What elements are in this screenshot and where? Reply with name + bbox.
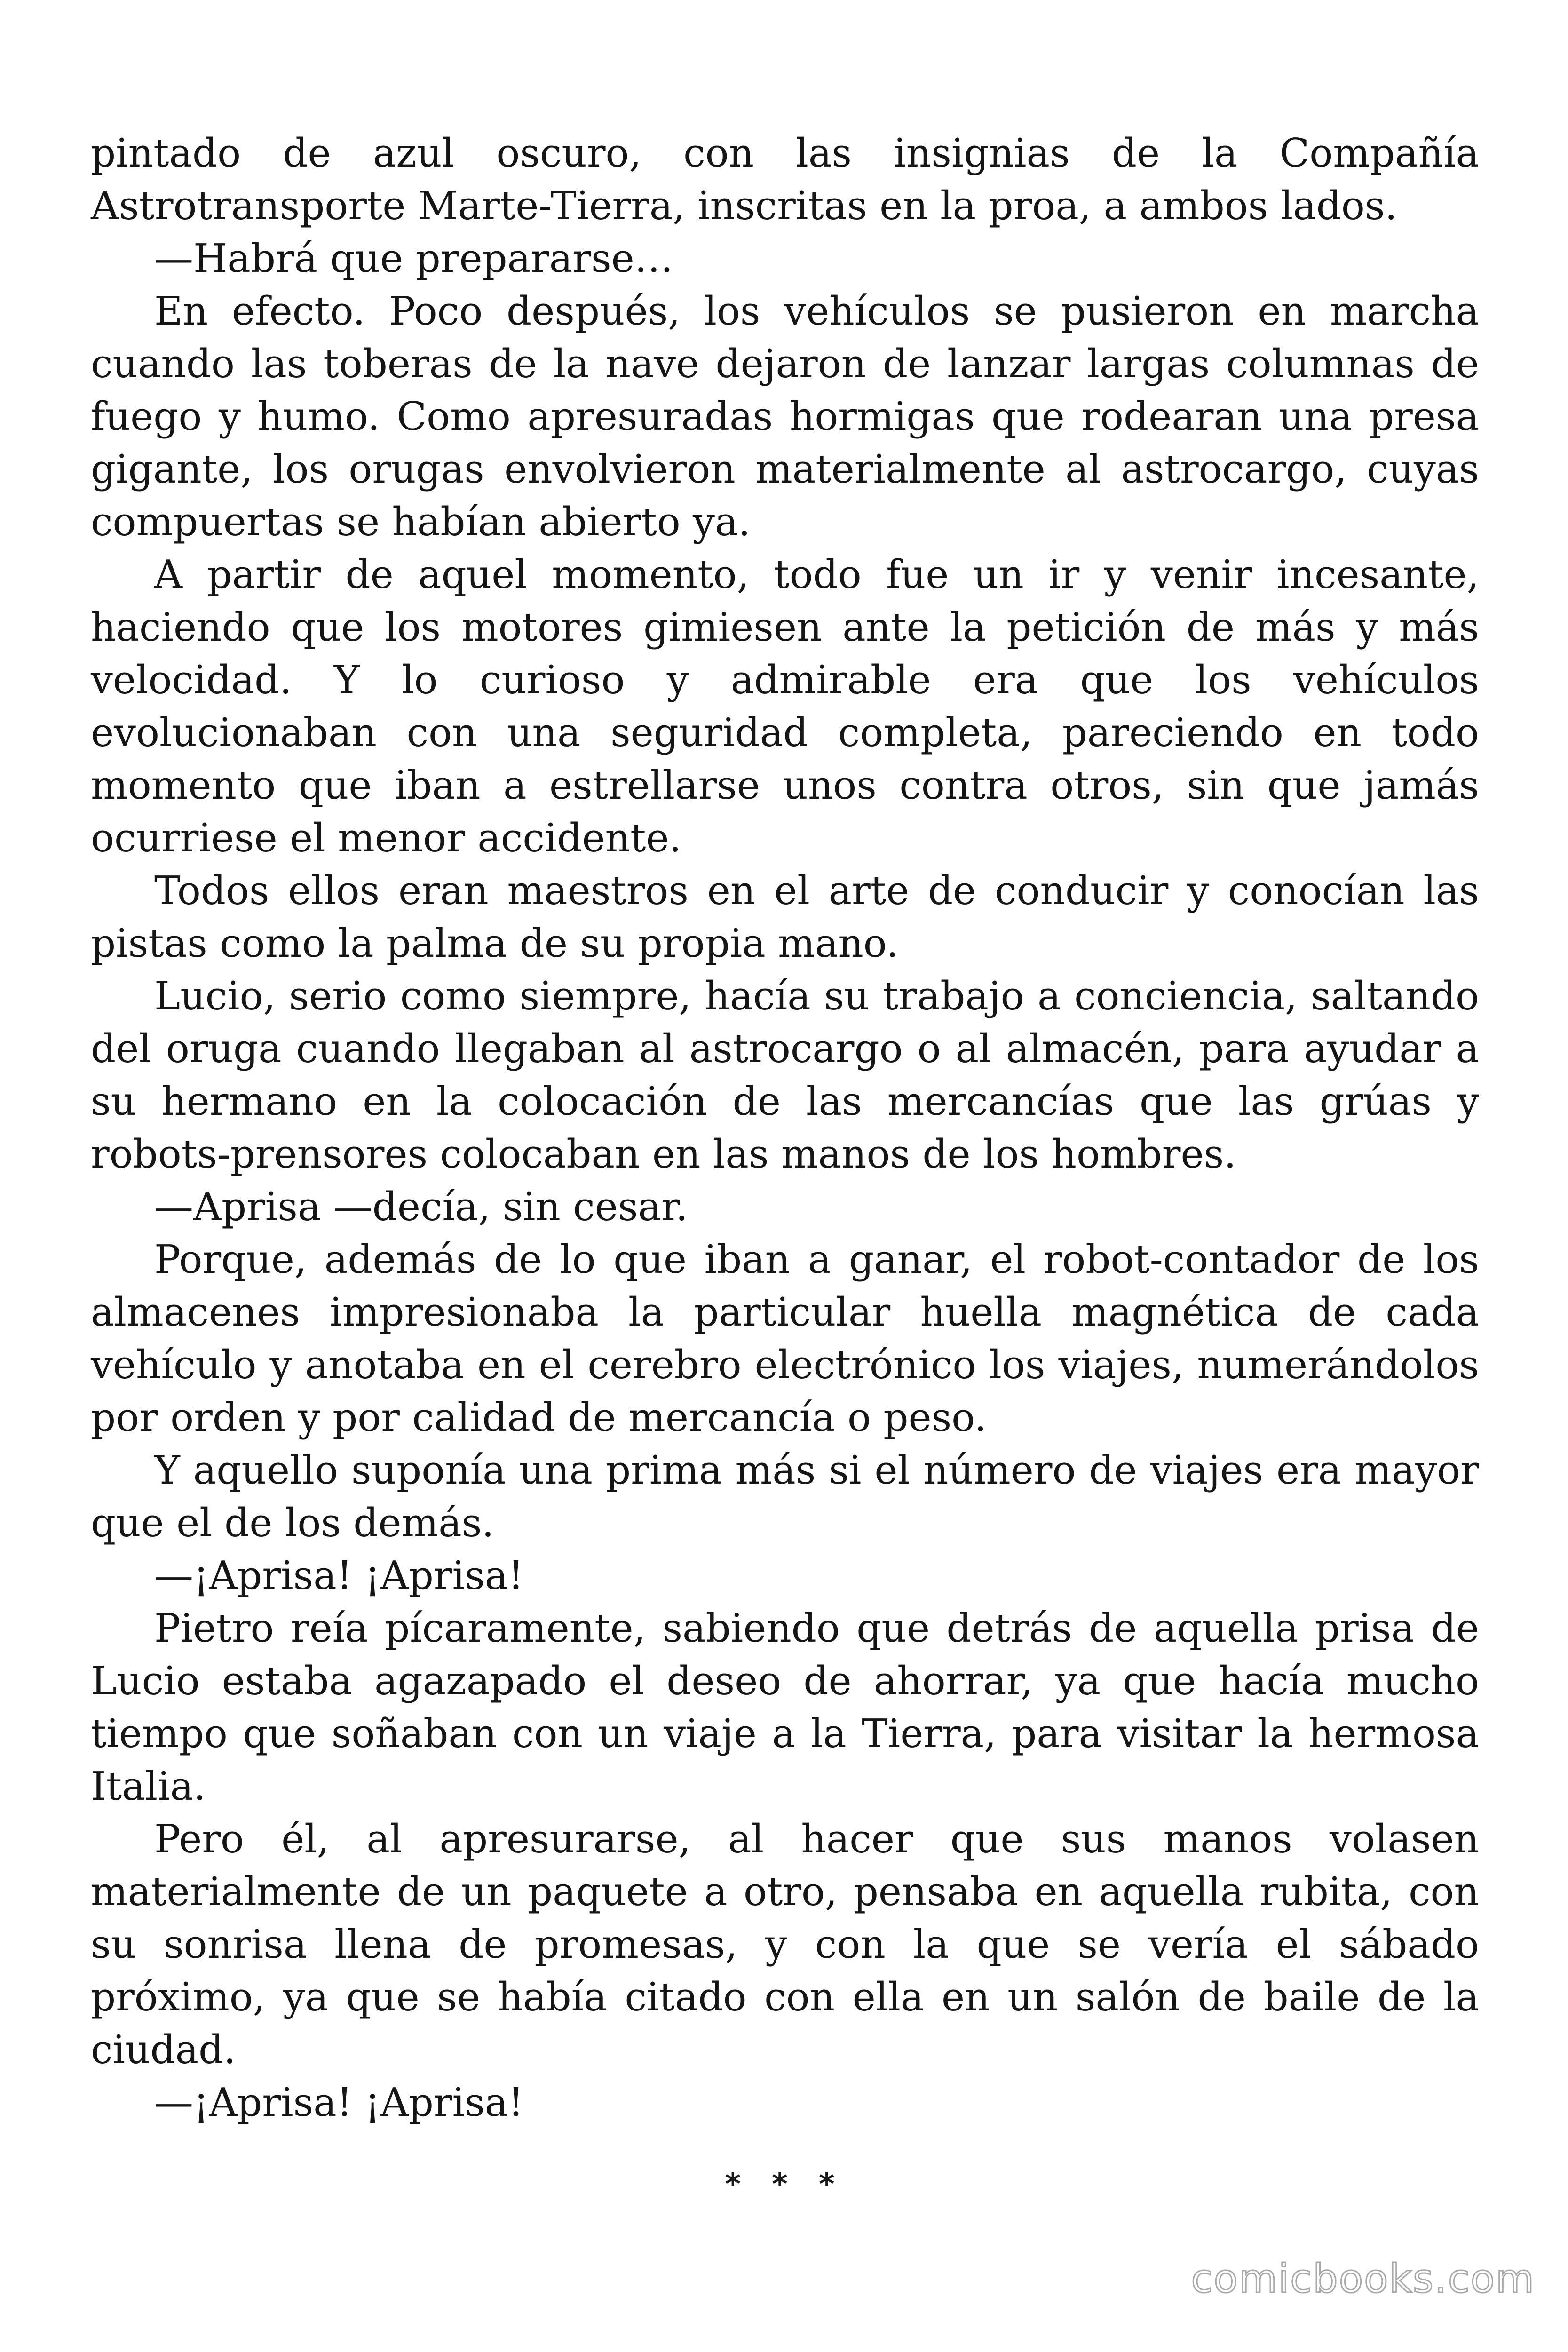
paragraph: Y aquello suponía una prima más si el número de viajes era mayor que el de los demás. bbox=[91, 1447, 1479, 1546]
paragraph: Pero él, al apresurarse, al hacer que sus manos volasen materialmente de un paquete a otro, pensaba en aquella rubita, con su sonrisa llena de promesas, y con la que se vería el sábado próximo, ya que se había citado con ella en un salón de baile de la ciudad. bbox=[91, 1816, 1479, 2073]
paragraph: —Aprisa —decía, sin cesar. bbox=[154, 1184, 688, 1230]
paragraph: A partir de aquel momento, todo fue un ir y venir incesante, haciendo que los motores gimiesen ante la petición de más y más velocidad. Y lo curioso y admirable era que los vehículos evolucionaban con una seguridad completa, pareciendo en todo momento que iban a estrellarse unos contra otros, sin que jamás ocurriese el menor accidente. bbox=[91, 552, 1479, 861]
paragraph: En efecto. Poco después, los vehículos se pusieron en marcha cuando las toberas de la nave dejaron de lanzar largas columnas de fuego y humo. Como apresuradas hormigas que rodearan una presa gigante, los orugas envolvieron materialmente al astrocargo, cuyas compuertas se habían abierto ya. bbox=[91, 288, 1479, 545]
paragraph: Porque, además de lo que iban a ganar, el robot-contador de los almacenes impresionaba la particular huella magnética de cada vehículo y anotaba en el cerebro electrónico los viajes, numerándolos por orden y por calidad de mercancía o peso. bbox=[91, 1237, 1479, 1440]
paragraph: Todos ellos eran maestros en el arte de conducir y conocían las pistas como la palma de su propia mano. bbox=[91, 868, 1479, 966]
section-separator: * * * bbox=[725, 2167, 845, 2202]
page-text bbox=[91, 127, 1479, 2211]
paragraph: —Habrá que prepararse… bbox=[154, 236, 673, 281]
paragraph: —¡Aprisa! ¡Aprisa! bbox=[154, 1553, 524, 1598]
paragraph: pintado de azul oscuro, con las insignias de la Compañía Astrotransporte Marte-Tierra, inscritas en la proa, a ambos lados. bbox=[91, 130, 1479, 229]
paragraph: Lucio, serio como siempre, hacía su trabajo a conciencia, saltando del oruga cuando llegaban al astrocargo o al almacén, para ayudar a su hermano en la colocación de las mercancías que las grúas y robots-prensores colocaban en las manos de los hombres. bbox=[91, 973, 1479, 1177]
paragraph: —¡Aprisa! ¡Aprisa! bbox=[154, 2080, 524, 2125]
paragraph: Pietro reía pícaramente, sabiendo que detrás de aquella prisa de Lucio estaba agazapado el deseo de ahorrar, ya que hacía mucho tiempo que soñaban con un viaje a la Tierra, para visitar la hermosa Italia. bbox=[91, 1605, 1479, 1809]
watermark: comicbooks.com bbox=[1191, 2256, 1535, 2302]
